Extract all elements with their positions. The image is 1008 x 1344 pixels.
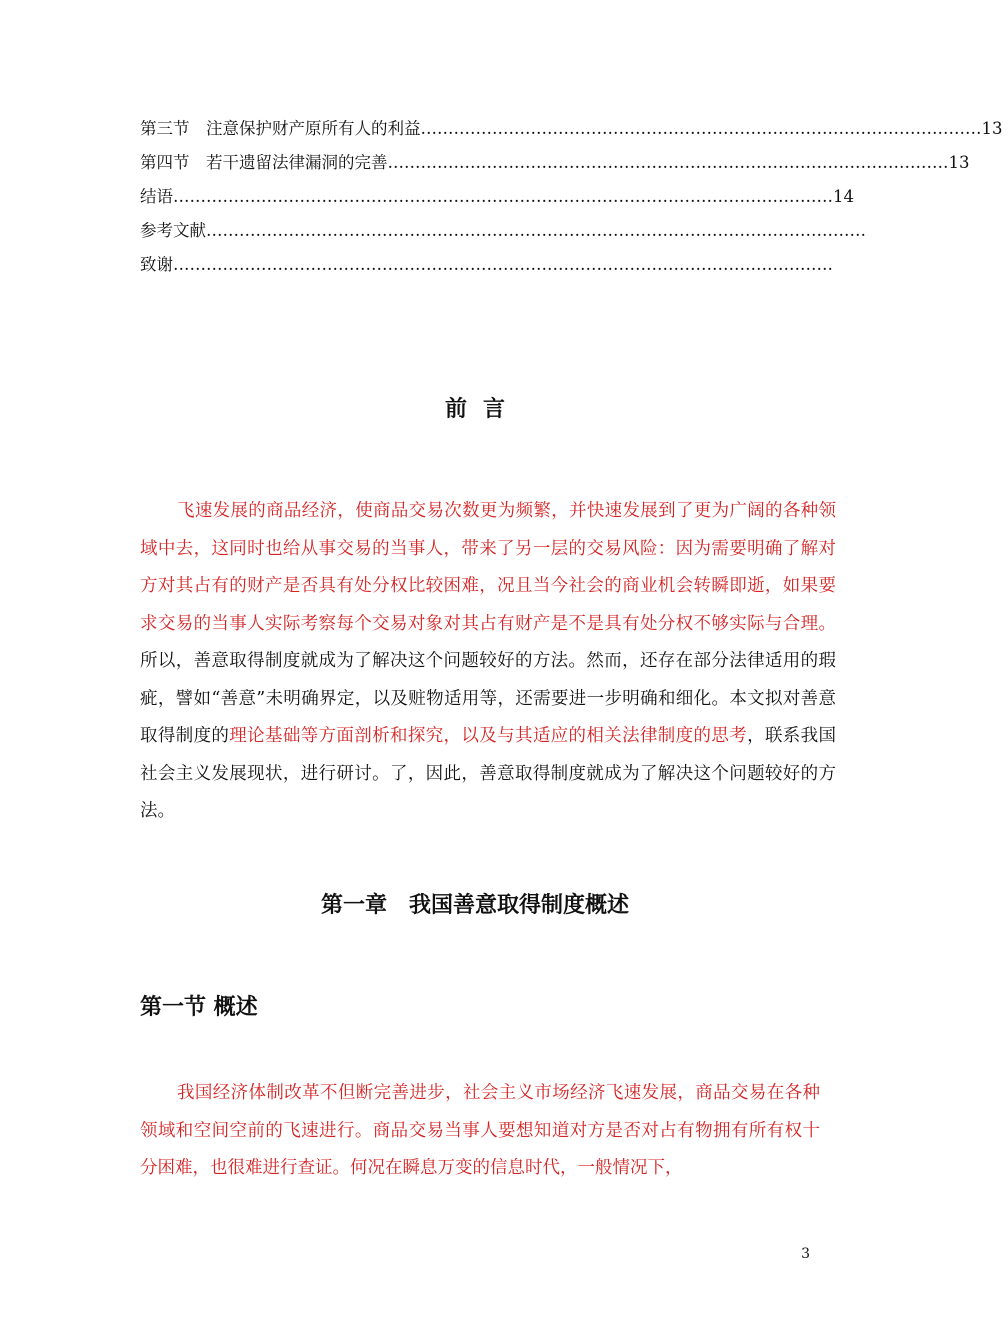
- toc-entry-title: 第四节 若干遗留法律漏洞的完善: [140, 153, 388, 172]
- section-paragraph: 我国经济体制改革不但断完善进步，社会主义市场经济飞速发展，商品交易在各种领域和空间空前的飞速进行。商品交易当事人要想知道对方是否对占有物拥有所有权十分困难，也很难进行查证。何况在瞬息万变的信息时代，一般情况下，: [140, 1083, 820, 1178]
- table-of-contents: [140, 112, 1003, 282]
- toc-entry[interactable]: [140, 146, 970, 180]
- preface-heading: 前言: [444, 396, 521, 422]
- toc-dot-leader: …………………………………………………………………………………………………………: [173, 255, 833, 274]
- toc-dot-leader: …………………………………………………………………………………………: [387, 153, 949, 172]
- toc-entry-page: 13: [981, 119, 1003, 138]
- preface-text-red: 理论基础等方面剖析和探究，以及与其适应的相关法律制度的思考: [229, 726, 748, 746]
- toc-entry-title: 结语: [140, 187, 173, 206]
- toc-entry-title: 参考文献: [140, 221, 206, 240]
- preface-text-black: 所以，善意取得制度就成为了解决这个问题较好的方法。然而，还存在部分法律适用的瑕疵，譬如“善意”未明确界定，以及赃物适用等，还需要进一步明确和细化。本文拟对善意取得制度的: [140, 651, 836, 746]
- preface-text-red: 飞速发展的商品经济，使商品交易次数更为频繁，并快速发展到了更为广阔的各种领域中去，这同时也给从事交易的当事人，带来了另一层的交易风险：因为需要明确了解对方对其占有的财产是否具有处分权比较困难，况且当今社会的商业机会转瞬即逝，如果要求交易的当事人实际考察每个交易对象对其占有财产是不是具有处分权不够实际与合理。: [140, 501, 836, 634]
- page-number: 3: [801, 1246, 810, 1262]
- toc-entry-page: 13: [948, 153, 970, 172]
- toc-entry-title: 致谢: [140, 255, 173, 274]
- toc-entry-title: 第三节 注意保护财产原所有人的利益: [140, 119, 421, 138]
- toc-entry[interactable]: [140, 180, 854, 214]
- chapter-title: 第一章 我国善意取得制度概述: [320, 892, 629, 918]
- toc-entry[interactable]: [140, 248, 833, 282]
- toc-dot-leader: …………………………………………………………………………………………………………: [206, 221, 866, 240]
- toc-entry[interactable]: [140, 214, 866, 248]
- toc-entry-page: 14: [833, 187, 854, 206]
- preface-paragraph: [140, 493, 836, 831]
- toc-dot-leader: …………………………………………………………………………………………………………: [173, 187, 833, 206]
- section-title: 第一节 概述: [140, 994, 258, 1020]
- toc-dot-leader: …………………………………………………………………………………………: [420, 119, 982, 138]
- preface-text-black: ，联系我国社会主义发展现状，进行研讨。了，因此，善意取得制度就成为了解决这个问题较好的方法。: [140, 726, 837, 821]
- toc-entry[interactable]: [140, 112, 1003, 146]
